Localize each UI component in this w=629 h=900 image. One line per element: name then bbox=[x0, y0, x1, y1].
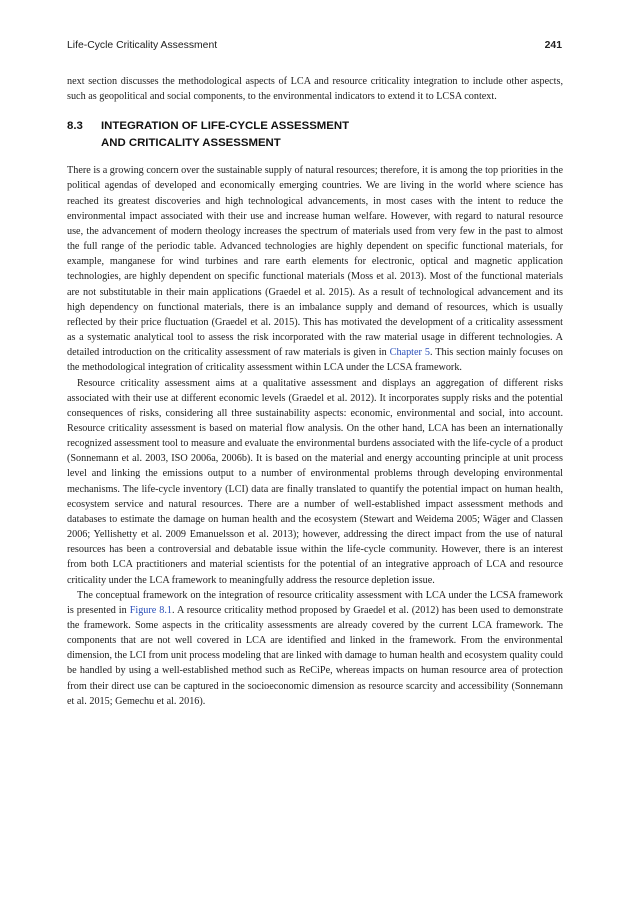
section-title bbox=[101, 118, 563, 152]
section-heading bbox=[67, 118, 563, 152]
running-head bbox=[67, 40, 562, 51]
page-number: 241 bbox=[544, 40, 562, 51]
intro-paragraph: next section discusses the methodological aspects of LCA and resource criticality integration to include other aspects, such as geopolitical and social components, to the environmental indicators to extend it to LCSA context. bbox=[67, 76, 563, 103]
paragraph-1-text: There is a growing concern over the sustainable supply of natural resources; therefore, it is among the top priorities in the political agendas of developed and economically emerging countries. We are living in the world where science has reached its greatest discoveries and high technological advancements, in most cases with the intent to reduce the environmental impact associated with their use and increase human welfare. However, with regard to natural resource use, the advancement of modern theology increases the spectrum of materials used from very few in the past to almost the full range of the periodic table. Advanced technologies are highly dependent on specific functional materials, for example, manganese for wind turbines and rare earth elements for electronic, optical and magnetic application technologies, are highly dependent on specific functional materials (Moss et al. 2013). Most of the functional materials are not substitutable in their main applications (Graedel et al. 2015). As a result of technological advancement and its high dependency on functional materials, there is an imbalance supply and demand of resources, which is usually reflected by their price fluctuation (Graedel et al. 2015). This has motivated the development of a criticality assessment as a systematic analytical tool to assess the risk incorporated with the raw material usage in different technologies. A detailed introduction on the criticality assessment of raw materials is given in bbox=[67, 165, 563, 359]
figure-8-1-link[interactable]: Figure 8.1 bbox=[129, 604, 173, 616]
section-number: 8.3 bbox=[67, 120, 83, 133]
section-title-line-1: INTEGRATION OF LIFE-CYCLE ASSESSMENT bbox=[101, 120, 350, 133]
paragraph-1 bbox=[67, 163, 563, 375]
paragraph-2: Resource criticality assessment aims at a qualitative assessment and displays an aggregation of different risks associated with their use at different economic levels (Graedel et al. 2012). It incorporates supply risks and the potential consequences of risks, considering all three sustainability aspects: economic, environmental and social, into account. Resource criticality assessment is based on material flow analysis. On the other hand, LCA has been an internationally recognized assessment tool to measure and evaluate the environmental burdens associated with the life-cycle of a product (Sonnemann et al. 2003, ISO 2006a, 2006b). It is based on the material and energy accounting principle at unit process level and linking the emissions output to a number of environmental problems through developing environmental mechanisms. The life-cycle inventory (LCI) data are finally translated to quantify the potential impact on human health, ecosystem service and natural resources. There are a number of well-established impact assessment methods and databases to estimate the damage on human health and the ecosystem (Stewart and Weidema 2005; Wäger and Classen 2006; Yellishetty et al. 2009 Emanuelsson et al. 2013); however, addressing the direct impact from the use of natural resources has been a controversial and debatable issue within the life-cycle community. However, there is an interest from both LCA practitioners and material scientists for the potential of an integrative approach of LCA and resource criticality under the LCA framework to meaningfully address the resource depletion issue. bbox=[67, 377, 563, 586]
page-body bbox=[67, 74, 563, 709]
paragraph-3 bbox=[67, 588, 563, 709]
running-head-title: Life-Cycle Criticality Assessment bbox=[67, 40, 218, 51]
paragraph-3-text: The conceptual framework on the integration of resource criticality assessment with LCA under the LCSA framework is presented in bbox=[67, 589, 563, 616]
chapter-5-link[interactable]: Chapter 5 bbox=[389, 347, 430, 359]
paragraph-3-text-end: . A resource criticality method proposed by Graedel et al. (2012) has been used to demonstrate the framework. Some aspects in the criticality assessments are already covered by the current LCA framework. The components that are not well covered in LCA are identified and linked in the framework. From the environmental dimension, the LCI from unit process modeling that are linked with damage to human health and ecosystem quality could be handled by using a well-established method such as ReCiPe, whereas impacts on human resource area of protection from their direct use can be captured in the socioeconomic dimension as resource scarcity and accessibility (Sonnemann et al. 2015; Gemechu et al. 2016). bbox=[67, 604, 563, 707]
section-title-line-2: AND CRITICALITY ASSESSMENT bbox=[101, 137, 281, 150]
paragraph-1-text-end: . This section mainly focuses on the methodological integration of criticality assessment within LCA under the LCSA framework. bbox=[67, 347, 563, 374]
